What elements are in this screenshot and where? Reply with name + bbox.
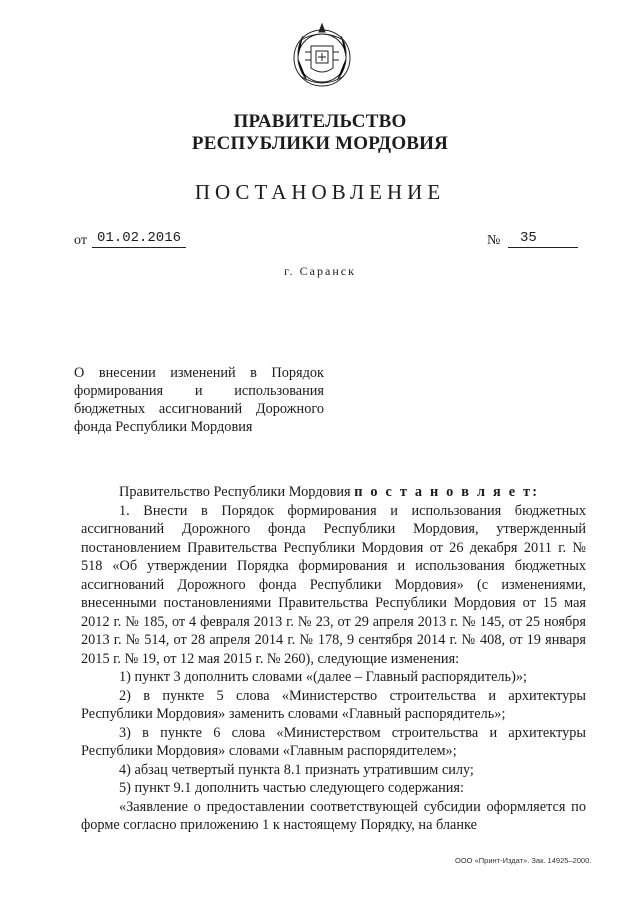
body-clause: 2) в пункте 5 слова «Министерство строительства и архитектуры Республики Мордовия» заменить словами «Главный распорядитель»; xyxy=(81,687,586,722)
body-clause: 4) абзац четвертый пункта 8.1 признать утратившим силу; xyxy=(119,761,474,778)
body-clause: 1) пункт 3 дополнить словами «(далее – Главный распорядитель)»; xyxy=(119,669,527,685)
subject-line: бюджетных ассигнований Дорожного xyxy=(74,401,324,417)
printer-footer: ООО «Принт-Издат». Зак. 14925–2000. xyxy=(455,856,592,865)
subject-line: О внесении изменений в Порядок xyxy=(74,365,324,381)
body-clause: 5) пункт 9.1 дополнить частью следующего содержания: xyxy=(119,780,464,796)
subject-line: фонда Республики Мордовия xyxy=(74,419,253,435)
government-title-line2: РЕСПУБЛИКИ МОРДОВИЯ xyxy=(191,133,449,154)
resolution-intro xyxy=(81,483,586,502)
document-number: 35 xyxy=(508,230,578,248)
subject-line: формирования и использования xyxy=(74,383,324,399)
document-type-heading: ПОСТАНОВЛЕНИЕ xyxy=(194,180,446,204)
intro-text: Правительство Республики Мордовия xyxy=(119,484,355,500)
number-label: № xyxy=(487,233,501,248)
government-title-line1: ПРАВИТЕЛЬСТВО xyxy=(233,111,407,132)
body-clause: «Заявление о предоставлении соответствующей субсидии оформляется по форме согласно приложению 1 к настоящему Порядку, на бланке xyxy=(81,798,586,833)
body-clause: 1. Внести в Порядок формирования и использования бюджетных ассигнований Дорожного фонда Республики Мордовия, утвержденный постановлением Правительства Республики Мордовия от 26 декабря 2011 г. № 518 «Об утверждении Порядка формирования и использования бюджетных ассигнований Дорожного фонда Республики Мордовия» (с изменениями, внесенными постановлениями Правительства Республики Мордовия от 15 мая 2012 г. № 185, от 4 февраля 2013 г. № 23, от 29 апреля 2013 г. № 145, от 25 ноября 2013 г. № 514, от 28 апреля 2014 г. № 178, 9 сентября 2014 г. № 408, от 19 января 2015 г. № 19, от 12 мая 2015 г. № 260), следующие изменения: xyxy=(81,502,586,667)
coat-of-arms-of-mordovia-icon xyxy=(291,18,353,98)
resolves-word: п о с т а н о в л я е т: xyxy=(354,484,540,500)
document-date: 01.02.2016 xyxy=(92,230,186,248)
body-clause: 3) в пункте 6 слова «Министерством строительства и архитектуры Республики Мордовия» словами «Главным распорядителем»; xyxy=(81,724,586,759)
date-label: от xyxy=(74,233,87,248)
city-line: г. Саранск xyxy=(284,264,356,278)
document-body xyxy=(81,483,586,835)
document-subject xyxy=(74,364,324,436)
